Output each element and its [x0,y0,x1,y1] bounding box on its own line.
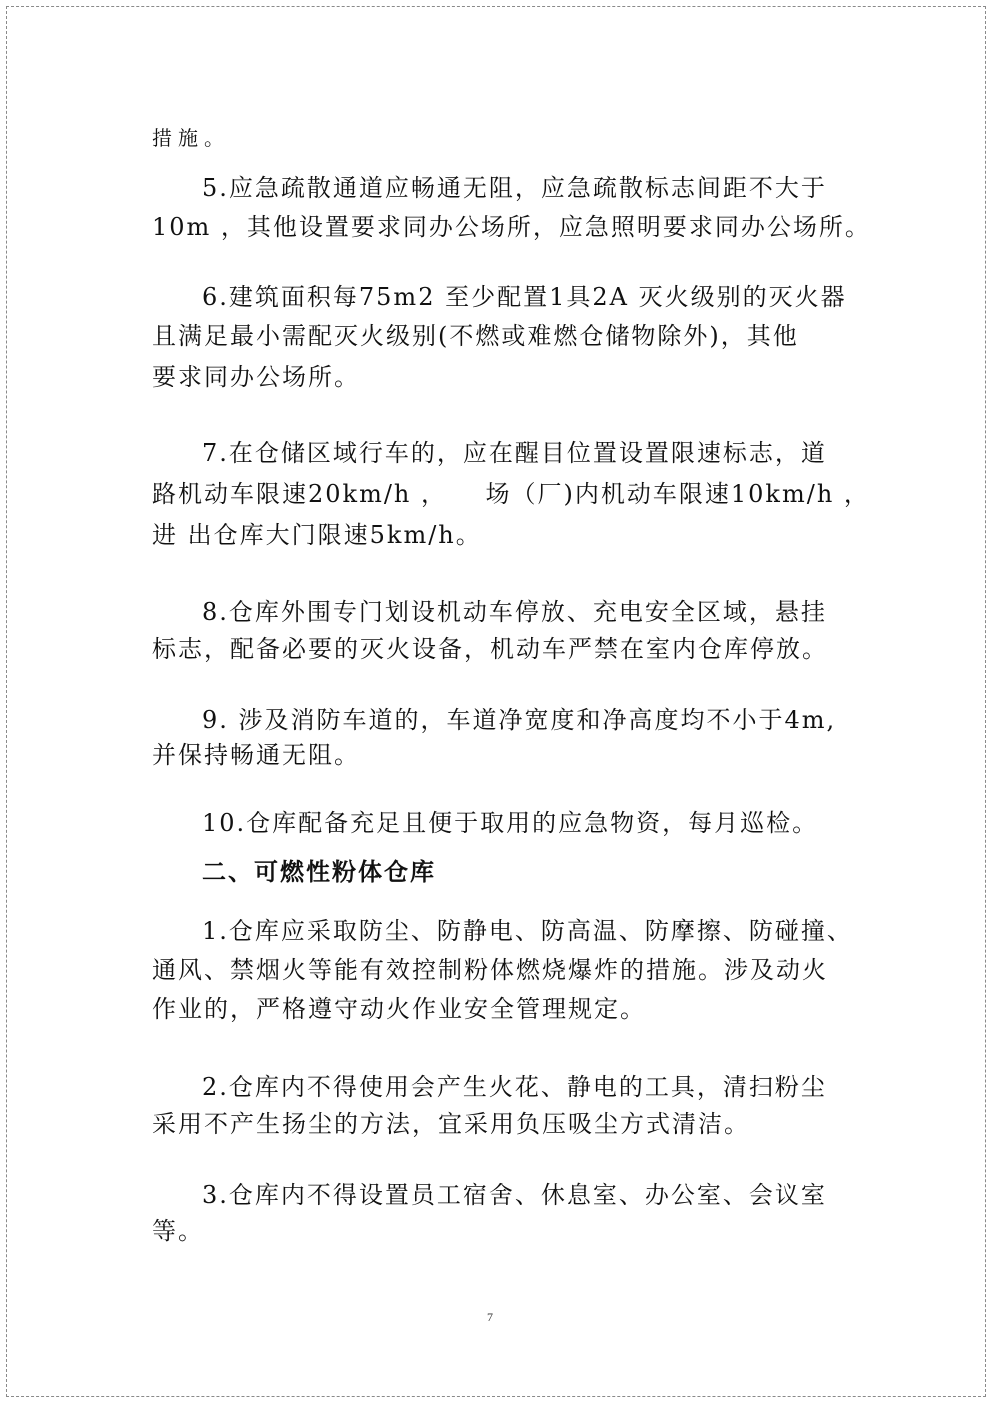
text-line: 10m ，其他设置要求同办公场所，应急照明要求同办公场所。 [152,213,871,241]
text-line: 要求同办公场所。 [152,363,360,391]
text-line: 采用不产生扬尘的方法，宜采用负压吸尘方式清洁。 [152,1110,750,1138]
text-line: 5.应急疏散通道应畅通无阻，应急疏散标志间距不大于 [202,174,827,202]
text-line: 标志，配备必要的灭火设备，机动车严禁在室内仓库停放。 [152,635,828,663]
text-line: 7.在仓储区域行车的，应在醒目位置设置限速标志，道 [202,439,827,467]
text-line: 且满足最小需配灭火级别(不燃或难燃仓储物除外)，其他 [152,322,799,350]
section-heading: 二、可燃性粉体仓库 [202,858,436,886]
page-number: 7 [487,1310,493,1324]
text-line: 措施。 [152,126,230,150]
text-line: 1.仓库应采取防尘、防静电、防高温、防摩擦、防碰撞、 [202,917,853,945]
text-line: 等。 [152,1217,204,1245]
text-line: 作业的，严格遵守动火作业安全管理规定。 [152,995,646,1023]
text-line: 9. 涉及消防车道的，车道净宽度和净高度均不小于4m, [202,706,837,734]
text-line: 并保持畅通无阻。 [152,741,360,769]
text-line: 通风、禁烟火等能有效控制粉体燃烧爆炸的措施。涉及动火 [152,956,828,984]
text-line: 进 出仓库大门限速5km/h。 [152,521,482,549]
text-line: 10.仓库配备充足且便于取用的应急物资，每月巡检。 [202,809,819,837]
text-line: 2.仓库内不得使用会产生火花、静电的工具，清扫粉尘 [202,1073,827,1101]
text-line: 路机动车限速20km/h ， 场（厂)内机动车限速10km/h ， [152,480,870,508]
text-line: 6.建筑面积每75m2 至少配置1具2A 灭火级别的灭火器 [202,283,847,311]
text-line: 3.仓库内不得设置员工宿舍、休息室、办公室、会议室 [202,1181,827,1209]
text-line: 8.仓库外围专门划设机动车停放、充电安全区域，悬挂 [202,598,827,626]
